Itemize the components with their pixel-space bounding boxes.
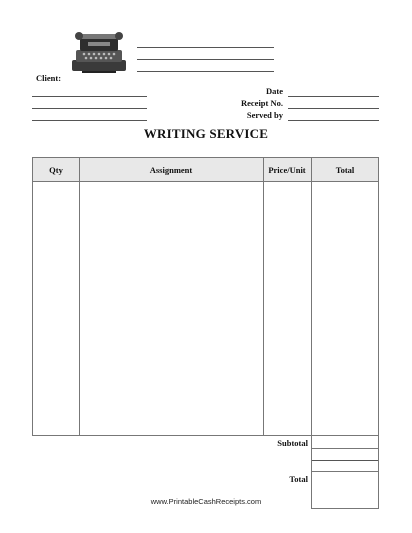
date-line[interactable]	[288, 96, 379, 97]
tax-field[interactable]	[311, 449, 379, 472]
typewriter-icon	[70, 30, 128, 74]
client-line-3[interactable]	[32, 120, 147, 121]
total-label: Total	[289, 474, 308, 484]
client-line-1[interactable]	[32, 96, 147, 97]
client-line-2[interactable]	[32, 108, 147, 109]
subtotal-label: Subtotal	[277, 438, 308, 448]
company-line-1[interactable]	[137, 47, 274, 48]
date-label: Date	[266, 86, 283, 96]
footer-url[interactable]: www.PrintableCashReceipts.com	[150, 497, 262, 506]
price-unit-cell[interactable]	[264, 182, 311, 435]
column-header-assignment: Assignment	[149, 165, 193, 175]
client-label: Client:	[36, 73, 62, 83]
column-header-price-unit: Price/Unit	[268, 165, 306, 175]
assignment-cell[interactable]	[80, 182, 263, 435]
served-by-label: Served by	[246, 110, 283, 120]
column-header-total: Total	[335, 165, 355, 175]
total-cell[interactable]	[312, 182, 378, 435]
items-table	[32, 157, 379, 436]
table-header	[33, 158, 378, 182]
column-header-qty: Qty	[49, 165, 63, 175]
page-title: WRITING SERVICE	[143, 126, 269, 141]
receipt-number-label: Receipt No.	[240, 98, 283, 108]
company-line-2[interactable]	[137, 59, 274, 60]
receipt-number-line[interactable]	[288, 108, 379, 109]
qty-cell[interactable]	[33, 182, 79, 435]
subtotal-field[interactable]	[311, 435, 379, 449]
company-line-3[interactable]	[137, 71, 274, 72]
served-by-line[interactable]	[288, 120, 379, 121]
